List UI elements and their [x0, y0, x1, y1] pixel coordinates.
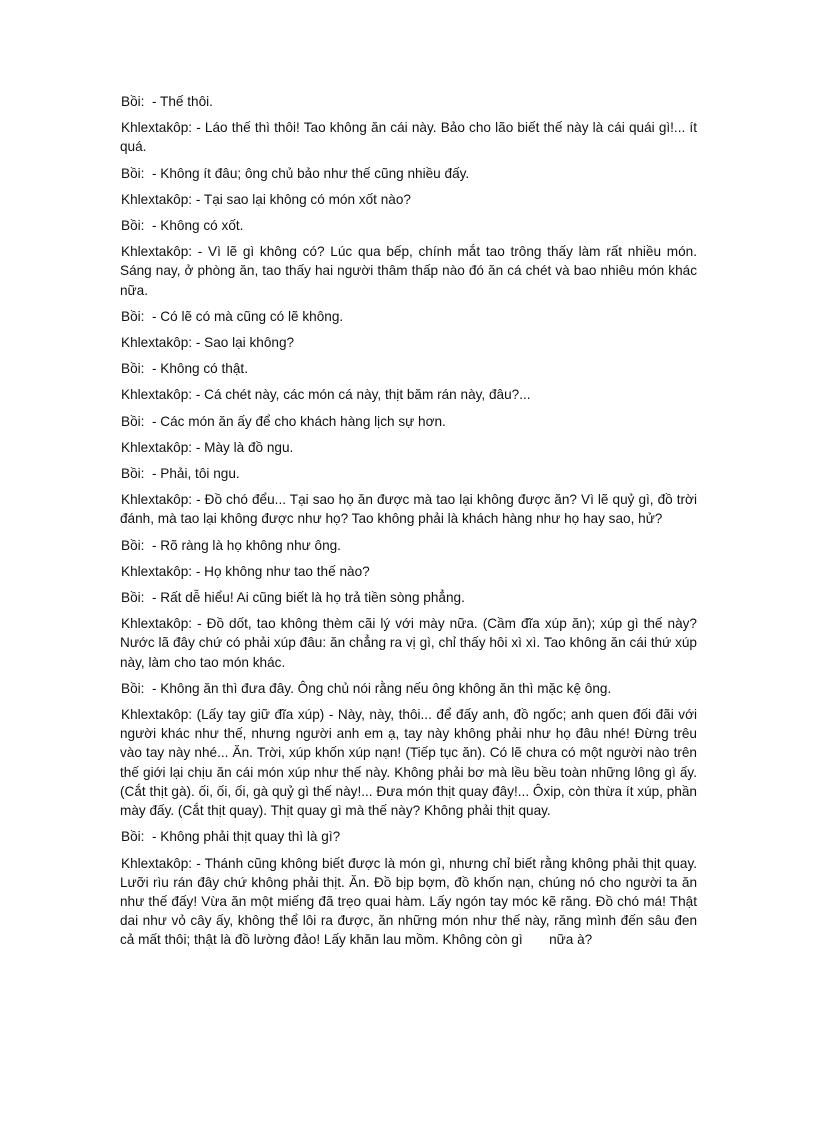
dialogue-line: [120, 242, 701, 300]
speaker-name: Khlextakôp:: [121, 563, 193, 579]
speaker-name: Khlextakôp:: [121, 855, 193, 871]
speech-text: - Đồ dốt, tao không thèm cãi lý với mày nữa. (Cầm đĩa xúp ăn); xúp gì thế này? Nước lã đây chứ có phải xúp đâu: ăn chẳng ra vị gì, chỉ thấy hôi xì xì. Tao không ăn cái thứ xúp này, làm cho tao món khác.: [120, 616, 701, 670]
dialogue-line: [120, 614, 701, 672]
dialogue-line: [120, 118, 701, 156]
speech-text: - Thánh cũng không biết được là món gì, nhưng chỉ biết rằng không phải thịt quay. Lưỡi rìu rán đây chứ không phải thịt. Ăn. Đồ bịp bợm, đồ khốn nạn, chúng nó cho người ta ăn như thế đấy! Vừa ăn một miếng đã trẹo quai hàm. Lấy ngón tay móc kẽ răng. Đồ chó má! Thật dai như vỏ cây ấy, không thể lôi ra được, ăn những món như thế này, răng mình đến sâu đen cả mất thôi; thật là đồ lường đảo! Lấy khăn lau mồm. Không còn gì nữa à?: [120, 855, 701, 948]
speaker-name: Khlextakôp:: [121, 439, 193, 455]
speaker-name: Khlextakôp:: [121, 244, 193, 260]
speaker-name: Bồi:: [121, 829, 145, 845]
speech-text: - Láo thế thì thôi! Tao không ăn cái này. Bảo cho lão biết thế này là cái quái gì!... ít quá.: [120, 120, 701, 155]
speech-text: - Rất dễ hiểu! Ai cũng biết là họ trả tiền sòng phẳng.: [148, 590, 465, 606]
dialogue-line: [120, 333, 697, 352]
speech-text: - Tại sao lại không có món xốt nào?: [195, 191, 411, 207]
dialogue-line: [120, 588, 697, 607]
speech-text: - Không ít đâu; ông chủ bảo như thế cũng nhiều đấy.: [148, 165, 470, 181]
speaker-name: Khlextakôp:: [121, 335, 193, 351]
dialogue-line: [120, 307, 697, 326]
speaker-name: Bồi:: [121, 466, 145, 482]
speaker-name: Khlextakôp:: [121, 616, 193, 632]
speech-text: - Sao lại không?: [195, 335, 295, 351]
dialogue-line: [120, 562, 697, 581]
speaker-name: Bồi:: [121, 361, 145, 377]
speech-text: - Cá chét này, các món cá này, thịt băm rán này, đâu?...: [195, 387, 531, 403]
speech-text: - Họ không như tao thế nào?: [195, 563, 370, 579]
speaker-name: Khlextakôp:: [121, 492, 193, 508]
speech-text: - Thế thôi.: [148, 94, 213, 109]
speech-text: - Mày là đồ ngu.: [195, 439, 294, 455]
speaker-name: Khlextakôp:: [121, 191, 193, 207]
dialogue-line: [120, 679, 697, 698]
speaker-name: Bồi:: [121, 413, 145, 429]
speaker-name: Khlextakôp:: [121, 387, 193, 403]
speaker-name: Bồi:: [121, 218, 145, 234]
speaker-name: Bồi:: [121, 308, 145, 324]
speech-text: - Vì lẽ gì không có? Lúc qua bếp, chính mắt tao trông thấy làm rất nhiều món. Sáng nay, ở phòng ăn, tao thấy hai người thâm thấp nào đó ăn cá chét và bao nhiêu món khác nữa.: [120, 244, 701, 298]
speech-text: - Không phải thịt quay thì là gì?: [148, 829, 341, 845]
speech-text: - Rõ ràng là họ không như ông.: [148, 537, 341, 553]
speaker-name: Bồi:: [121, 94, 145, 109]
dialogue-line: [120, 216, 697, 235]
dialogue-line: [120, 438, 697, 457]
speaker-name: Khlextakôp:: [121, 707, 193, 723]
dialogue-line: [120, 490, 701, 528]
speech-text: - Không có thật.: [148, 361, 248, 377]
dialogue-line: [120, 854, 701, 950]
dialogue-line: [120, 190, 697, 209]
speech-text: - Các món ăn ấy để cho khách hàng lịch sự hơn.: [148, 413, 446, 429]
speaker-name: Bồi:: [121, 680, 145, 696]
speech-text: - Có lẽ có mà cũng có lẽ không.: [148, 308, 344, 324]
speech-text: - Phải, tôi ngu.: [148, 466, 240, 482]
speaker-name: Khlextakôp:: [121, 120, 193, 136]
dialogue-line: [120, 92, 697, 111]
dialogue-line: [120, 464, 697, 483]
document-page: [120, 92, 701, 957]
speech-text: - Không có xốt.: [148, 218, 244, 234]
dialogue-line: [120, 705, 701, 820]
dialogue-line: [120, 827, 697, 846]
speech-text: - Không ăn thì đưa đây. Ông chủ nói rằng nếu ông không ăn thì mặc kệ ông.: [148, 680, 612, 696]
speaker-name: Bồi:: [121, 165, 145, 181]
speaker-name: Bồi:: [121, 537, 145, 553]
speech-text: (Lấy tay giữ đĩa xúp) - Này, này, thôi... để đấy anh, đồ ngốc; anh quen đối đãi với người khác như thế, nhưng người anh em ạ, tay này không phải như họ đâu nhé! Đừng trêu vào tay này nhé... Ăn. Trời, xúp khốn xúp nạn! (Tiếp tục ăn). Có lẽ chưa có một người nào trên thế giới lại chịu ăn cái món xúp như thế này. Không phải bơ mà lều bều toàn những lông gì ấy. (Cắt thịt gà). ối, ối, ối, gà quỷ gì thế này!... Đưa món thịt quay đây!... Ôxip, còn thừa ít xúp, phần mày đấy. (Cắt thịt quay). Thịt quay gì mà thế này? Không phải thịt quay.: [120, 707, 701, 819]
speaker-name: Bồi:: [121, 590, 145, 606]
dialogue-line: [120, 536, 697, 555]
dialogue-line: [120, 412, 697, 431]
dialogue-line: [120, 359, 697, 378]
speech-text: - Đồ chó đểu... Tại sao họ ăn được mà tao lại không được ăn? Vì lẽ quỷ gì, đồ trời đánh, mà tao lại không được như họ? Tao không phải là khách hàng như họ hay sao, hử?: [120, 492, 701, 527]
dialogue-line: [120, 164, 697, 183]
dialogue-line: [120, 385, 697, 404]
